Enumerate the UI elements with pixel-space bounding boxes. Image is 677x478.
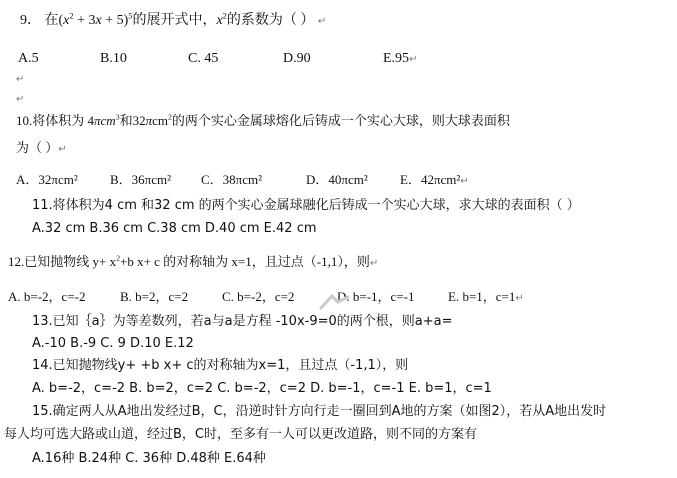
q12-option-a: A. b=-2，c=-2 (8, 289, 86, 304)
return-mark: ↵ (317, 16, 327, 27)
q10-option-d: D．40πcm² (306, 172, 368, 187)
q12-option-b: B. b=2，c=2 (120, 289, 189, 304)
q10-option-c: C．38πcm² (201, 172, 263, 187)
q9-stem-suffix: 的系数为（ ） (226, 13, 315, 28)
q9-option-d: D.90 (283, 51, 311, 66)
q9-expression: $(x^2 + 3x + 5)^5$ (58, 11, 133, 28)
q10-unit-2: πcm$^2$ (145, 112, 172, 128)
q14-options: A. b=-2，c=-2 B. b=2，c=2 C. b=-2，c=2 D. b=-1，c=-1 E. b=1，c=1 (32, 381, 492, 396)
q12-stem-prefix: 12.已知抛物线 y+ x (8, 254, 117, 269)
q12-stem-suffix: +b x+ c 的对称轴为 x=1，且过点（-1,1），则 (120, 254, 370, 269)
q12-option-c: C. b=-2，c=2 (222, 289, 295, 304)
q13-stem: 13.已知｛a｝为等差数列，若a与a是方程 -10x-9=0的两个根，则a+a= (32, 314, 453, 329)
q15-stem-line1: 15.确定两人从A地出发经过B，C，沿逆时针方向行走一圈回到A地的方案（如图2），若从A地出发时 (32, 404, 607, 419)
q10-stem (16, 114, 510, 127)
q10-option-e (400, 169, 469, 188)
q15-stem-line2: 每人均可选大路或山道，经过B，C时，至多有一人可以更改道路，则不同的方案有 (4, 427, 477, 442)
q10-stem-prefix: 10.将体积为 4 (16, 113, 95, 128)
q9-option-b: B.10 (100, 51, 127, 66)
q12-option-e (448, 286, 524, 305)
q11-options: A.32 cm B.36 cm C.38 cm D.40 cm E.42 cm (32, 221, 317, 236)
return-mark: ↵ (16, 74, 25, 85)
q9-option-a: A.5 (18, 51, 39, 66)
q10-stem-middle: 和32 (119, 113, 146, 128)
q10-unit-1: πcm$^3$ (94, 112, 120, 128)
q9-stem (20, 11, 327, 28)
q10-option-e-label: E．42πcm² (400, 172, 461, 187)
return-mark: ↵ (16, 94, 25, 105)
q10-stem-suffix: 的两个实心金属球熔化后铸成一个实心大球，则大球表面积 (171, 113, 510, 128)
q9-term: $x^2$ (216, 11, 227, 28)
q15-options: A.16种 B.24种 C. 36种 D.48种 E.64种 (32, 451, 266, 466)
q9-option-e-label: E.95 (383, 51, 410, 66)
q12-option-e-label: E. b=1，c=1 (448, 289, 516, 304)
watermark-mark (318, 293, 352, 311)
q10-option-a: A．32πcm² (16, 172, 78, 187)
q9-stem-prefix: 9． 在 (20, 13, 59, 28)
q14-stem: 14.已知抛物线y+ +b x+ c的对称轴为x=1，且过点（-1,1），则 (32, 358, 409, 373)
return-mark: ↵ (369, 258, 379, 269)
q10-stem-line2 (16, 141, 67, 155)
q9-option-c: C. 45 (188, 51, 219, 66)
q10-option-b: B．36πcm² (110, 172, 172, 187)
q9-option-e (383, 51, 417, 67)
q9-stem-middle: 的展开式中， (132, 13, 217, 28)
q10-stem-line2-text: 为（ ） (16, 140, 59, 155)
q13-options: A.-10 B.-9 C. 9 D.10 E.12 (32, 336, 194, 351)
return-mark: ↵ (58, 144, 67, 155)
return-mark: ↵ (409, 54, 418, 65)
q12-option-d: D. b=-1，c=-1 (337, 289, 415, 304)
q11-stem: 11.将体积为4 cm 和32 cm 的两个实心金属球融化后铸成一个实心大球，求大球的表面积（ ） (32, 198, 580, 213)
q12-stem: 12.已知抛物线 $y+ x^2+b$ x+ c 的对称轴为 x=1，且过点（-1,1），则↵ (8, 253, 379, 269)
return-mark: ↵ (515, 293, 524, 304)
return-mark: ↵ (460, 176, 469, 187)
